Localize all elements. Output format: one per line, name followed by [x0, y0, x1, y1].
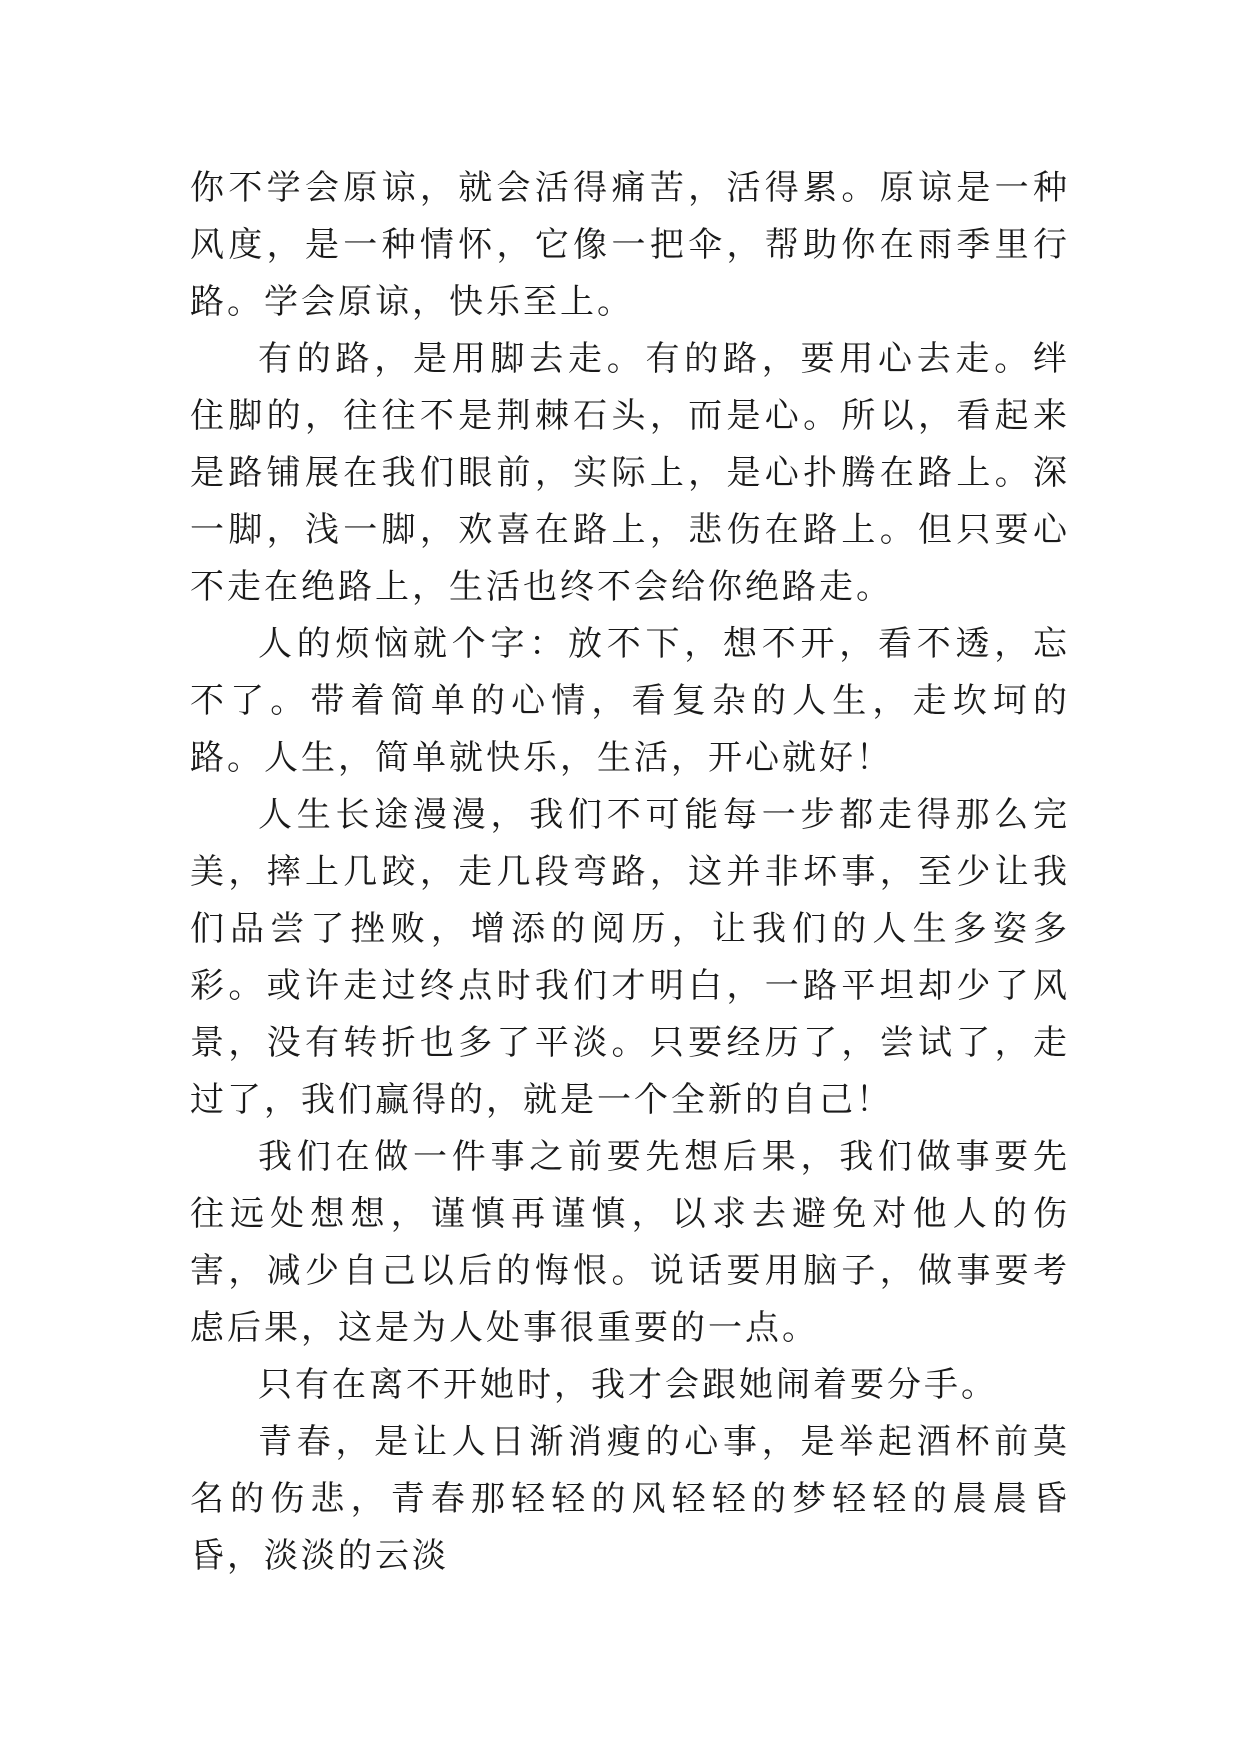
paragraph-5: 我们在做一件事之前要先想后果，我们做事要先往远处想想，谨慎再谨慎，以求去避免对他人的伤害，减少自己以后的悔恨。说话要用脑子，做事要考虑后果，这是为人处事很重要的一点。 — [190, 1137, 1070, 1348]
paragraph-4: 人生长途漫漫，我们不可能每一步都走得那么完美，摔上几跤，走几段弯路，这并非坏事，至少让我们品尝了挫败，增添的阅历，让我们的人生多姿多彩。或许走过终点时我们才明白，一路平坦却少了风景，没有转折也多了平淡。只要经历了，尝试了，走过了，我们赢得的，就是一个全新的自己！ — [190, 795, 1070, 1120]
document-body — [190, 160, 1070, 1585]
paragraph-7: 青春，是让人日渐消瘦的心事，是举起酒杯前莫名的伤悲，青春那轻轻的风轻轻的梦轻轻的晨晨昏昏，淡淡的云淡 — [190, 1422, 1070, 1576]
paragraph-3: 人的烦恼就个字：放不下，想不开，看不透，忘不了。带着简单的心情，看复杂的人生，走坎坷的路。人生，简单就快乐，生活，开心就好！ — [190, 624, 1070, 778]
paragraph-2: 有的路，是用脚去走。有的路，要用心去走。绊住脚的，往往不是荆棘石头，而是心。所以，看起来是路铺展在我们眼前，实际上，是心扑腾在路上。深一脚，浅一脚，欢喜在路上，悲伤在路上。但只要心不走在绝路上，生活也终不会给你绝路走。 — [190, 339, 1070, 607]
paragraph-6: 只有在离不开她时，我才会跟她闹着要分手。 — [258, 1365, 998, 1405]
paragraph-1: 你不学会原谅，就会活得痛苦，活得累。原谅是一种风度，是一种情怀，它像一把伞，帮助你在雨季里行路。学会原谅，快乐至上。 — [190, 168, 1070, 322]
